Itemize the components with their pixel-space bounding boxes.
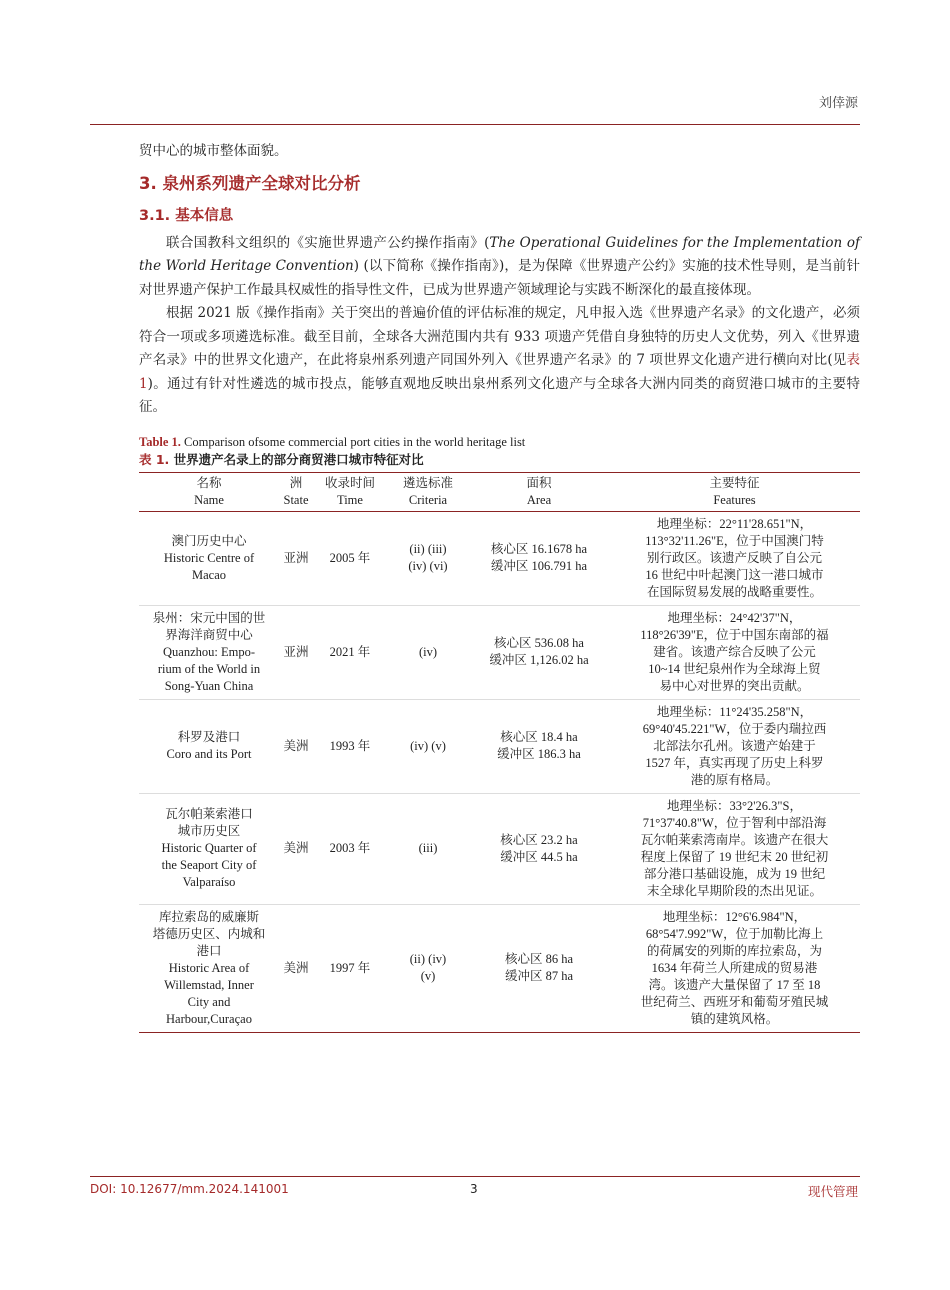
cell-state: 美洲	[279, 904, 313, 1032]
cell-time: 1993 年	[313, 699, 387, 793]
section-title: 3. 泉州系列遗产全球对比分析	[139, 173, 361, 193]
table-body	[139, 511, 860, 1032]
cell-area: 核心区 16.1678 ha 缓冲区 106.791 ha	[490, 542, 588, 573]
header-name: 名称 Name	[194, 475, 224, 507]
cell-time: 2003 年	[313, 793, 387, 904]
cell-name: 库拉索岛的威廉斯 塔德历史区、内城和 港口 Historic Area of Willemstad, Inner City and Harbour,Curaçao	[139, 904, 279, 1032]
cell-area: 核心区 23.2 ha 缓冲区 44.5 ha	[469, 793, 609, 904]
cell-features: 地理坐标：24°42'37"N， 118°26'39"E，位于中国东南部的福 建省。该遗产综合反映了公元 10~14 世纪泉州作为全球海上贸 易中心对世界的突出贡献。	[609, 605, 860, 699]
cell-features: 地理坐标：22°11'28.651"N， 113°32'11.26"E，位于中国澳门特 别行政区。该遗产反映了自公元 16 世纪中叶起澳门这一港口城市 在国际贸易发展的战略重要性。	[645, 516, 824, 599]
table-caption-zh: 表 1. 世界遗产名录上的部分商贸港口城市特征对比	[139, 451, 424, 467]
guidelines-title-italic: The Operational Guidelines for the Implementation of the World Heritage Convention	[139, 234, 860, 274]
cell-time: 2021 年	[313, 605, 387, 699]
cell-features: 地理坐标：33°2'26.3"S， 71°37'40.8"W，位于智利中部沿海 瓦尔帕莱索湾南岸。该遗产在很大 程度上保留了 19 世纪末 20 世纪初 部分港口基础设施，成为 19 世纪 末全球化早期阶段的杰出见证。	[609, 793, 860, 904]
comparison-table	[139, 472, 860, 1033]
cell-criteria: (ii) (iv) (v)	[387, 904, 469, 1032]
cell-area: 核心区 18.4 ha 缓冲区 186.3 ha	[469, 699, 609, 793]
header-rule	[90, 124, 860, 125]
cell-time: 1997 年	[313, 904, 387, 1032]
cell-criteria: (iv)	[387, 605, 469, 699]
footer-rule	[90, 1176, 860, 1177]
page-number: 3	[470, 1182, 478, 1196]
lead-text: 贸中心的城市整体面貌。	[139, 143, 288, 159]
table-row	[139, 793, 860, 904]
cell-criteria: (iv) (v)	[387, 699, 469, 793]
paragraph-1: 联合国教科文组织的《实施世界遗产公约操作指南》(The Operational Guidelines for the Implementation of the World Heritage Convention) (以下简称《操作指南》)，是为保障《世界遗产公约》实施的技术性导则，是当前针对世界遗产保护工作最具权威性的指导性文件，已成为世界遗产领域理论与实践不断深化的最直接体现。	[139, 234, 860, 298]
header-area: 面积 Area	[526, 475, 552, 507]
paragraph-2: 根据 2021 版《操作指南》关于突出的普遍价值的评估标准的规定，凡申报入选《世界遗产名录》的文化遗产，必须符合一项或多项遴选标准。截至目前，全球各大洲范围内共有 933 项遗产凭借自身独特的历史人文优势，列入《世界遗产名录》中的世界文化遗产，在此将泉州系列遗产同国外列入《世界遗产名录》的 7 项世界文化遗产进行横向对比(见表 1)。通过有针对性遴选的城市投点，能够直观地反映出泉州系列文化遗产与全球各大洲内同类的商贸港口城市的主要特征。	[139, 305, 860, 415]
footer-journal: 现代管理	[807, 1184, 858, 1199]
running-header-author: 刘倖源	[818, 96, 858, 111]
footer-doi[interactable]: DOI: 10.12677/mm.2024.141001	[90, 1182, 289, 1196]
cell-state: 亚洲	[279, 605, 313, 699]
table-row	[139, 511, 860, 605]
header-features: 主要特征 Features	[709, 475, 760, 507]
cell-criteria: (iii)	[387, 793, 469, 904]
header-criteria: 遴选标准 Criteria	[402, 475, 453, 507]
cell-name: 澳门历史中心 Historic Centre of Macao	[163, 533, 255, 582]
header-state: 洲 State	[283, 475, 309, 507]
cell-area: 核心区 536.08 ha 缓冲区 1,126.02 ha	[469, 605, 609, 699]
table-row	[139, 605, 860, 699]
cell-time: 2005 年	[329, 550, 371, 565]
table-row	[139, 904, 860, 1032]
table-1-link[interactable]: 表 1	[139, 352, 860, 392]
cell-state: 亚洲	[283, 550, 309, 565]
page-body	[139, 140, 860, 1033]
cell-name: 泉州：宋元中国的世 界海洋商贸中心 Quanzhou: Empo- rium of the World in Song-Yuan China	[139, 605, 279, 699]
table-header-row	[139, 472, 860, 511]
cell-state: 美洲	[279, 699, 313, 793]
subsection-title: 3.1. 基本信息	[139, 207, 234, 224]
table-row	[139, 699, 860, 793]
cell-criteria: (ii) (iii) (iv) (vi)	[408, 542, 448, 573]
cell-name: 瓦尔帕莱索港口 城市历史区 Historic Quarter of the Seaport City of Valparaíso	[139, 793, 279, 904]
table-caption-en: Table 1. Comparison ofsome commercial port cities in the world heritage list	[139, 434, 526, 449]
cell-features: 地理坐标：12°6'6.984"N， 68°54'7.992"W，位于加勒比海上 的荷属安的列斯的库拉索岛，为 1634 年荷兰人所建成的贸易港 湾。该遗产大量保留了 17 至 18 世纪荷兰、西班牙和葡萄牙殖民城 镇的建筑风格。	[609, 904, 860, 1032]
header-time: 收录时间 Time	[324, 475, 375, 507]
cell-area: 核心区 86 ha 缓冲区 87 ha	[469, 904, 609, 1032]
cell-name: 科罗及港口 Coro and its Port	[139, 699, 279, 793]
cell-features: 地理坐标：11°24'35.258"N， 69°40'45.221"W，位于委内瑞拉西 北部法尔孔州。该遗产始建于 1527 年，真实再现了历史上科罗 港的原有格局。	[609, 699, 860, 793]
cell-state: 美洲	[279, 793, 313, 904]
